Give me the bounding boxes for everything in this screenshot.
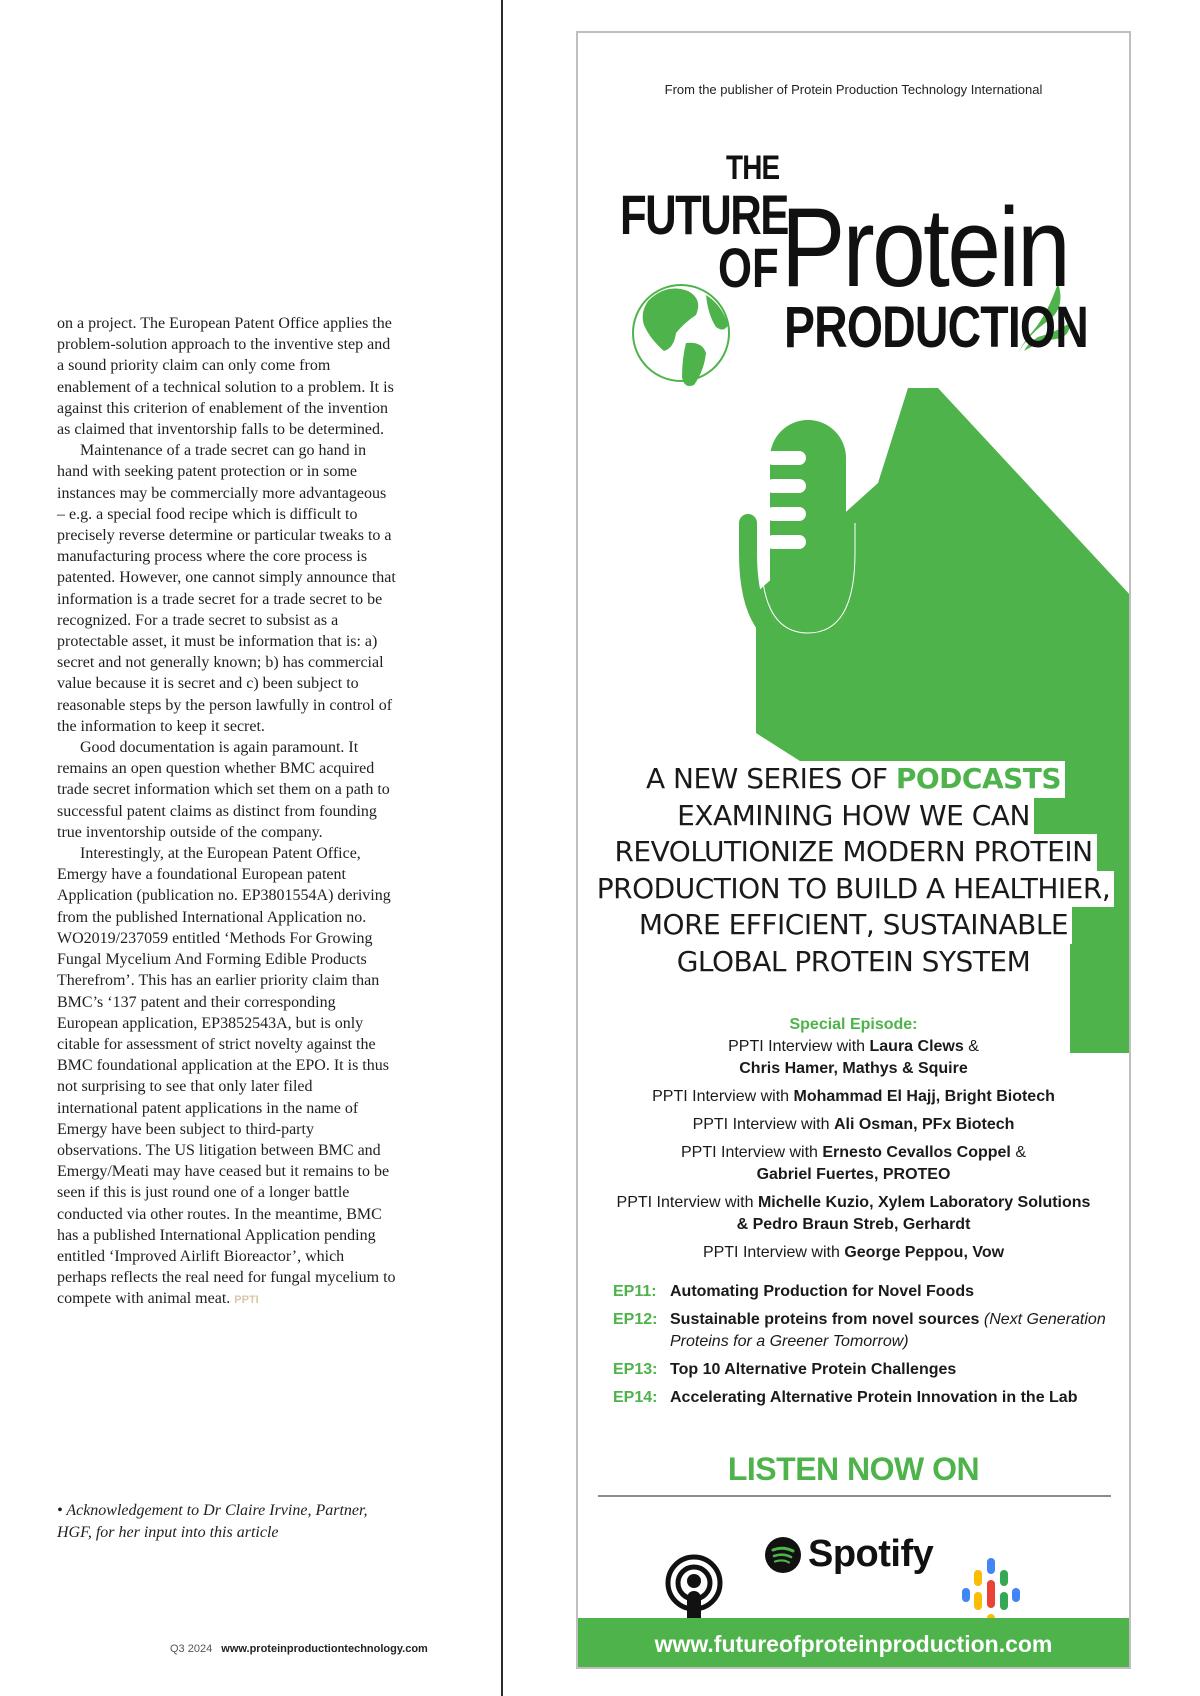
special-episode-label: Special Episode: (789, 1016, 918, 1033)
logo-protein: Protein (781, 185, 1069, 310)
end-tag: PPTI (234, 1294, 259, 1307)
article-paragraph-4-text: Interestingly, at the European Patent Office, Emergy have a foundational European patent Application (publication no. EP3801554A) deriving from the published International Application no. WO2019/237059 entitled ‘Methods For Growing Fungal Mycelium And Forming Edible Products Therefrom’. This has an earlier priority claim than BMC’s ‘137 patent and their corresponding European application, EP3852543A, but is only citable for assessment of strict novelty against the BMC foundational application at the EPO. It is thus not surprising to see that only later filed international patent applications in the name of Emergy have been subject to third-party observations. The US litigation between BMC and Emergy/Meati may have ceased but it remains to be seen if this is just round one of a longer battle conducted via other routes. In the meantime, BMC has a published International Application pending entitled ‘Improved Airlift Bioreactor’, which perhaps reflects the real need for fungal mycelium to compete with animal meat. (57, 845, 396, 1308)
acknowledgement: • Acknowledgement to Dr Claire Irvine, Partner, HGF, for her input into this article (57, 1502, 368, 1541)
interview-item: PPTI Interview with Mohammad El Hajj, Bright Biotech (652, 1088, 1055, 1105)
episode-item[interactable]: EP13: Top 10 Alternative Protein Challenges (613, 1361, 957, 1378)
article-paragraph-4 (57, 843, 397, 1311)
logo-future: FUTURE (620, 183, 788, 246)
headline-line-5: MORE EFFICIENT, SUSTAINABLE (635, 907, 1072, 944)
interview-item: PPTI Interview with George Peppou, Vow (702, 1244, 1005, 1261)
page-footer (170, 1643, 428, 1655)
interview-item: PPTI Interview with Ernesto Cevallos Coppel & Gabriel Fuertes, PROTEO (680, 1144, 1026, 1183)
article-paragraph-3: Good documentation is again paramount. It remains an open question whether BMC acquired trade secret information which set them on a path to successful patent claims as distinct from founding true inventorship outside of the company. (57, 739, 390, 841)
episode-item[interactable]: EP11: Automating Production for Novel Foods (613, 1283, 974, 1300)
page-divider (501, 0, 503, 1696)
spotify-link[interactable] (764, 1533, 933, 1576)
website-link[interactable]: www.futureofproteinproduction.com (654, 1631, 1053, 1657)
footer-url-link[interactable]: www.proteinproductiontechnology.com (221, 1643, 428, 1655)
spotify-label: Spotify (808, 1533, 934, 1575)
ad-headline (578, 761, 1129, 980)
headline-accent: PODCASTS (895, 762, 1062, 795)
logo-production: PRODUCTION (784, 295, 1088, 360)
interview-item: PPTI Interview with Laura Clews & Chris Hamer, Mathys & Squire (728, 1038, 979, 1077)
spotify-icon (764, 1536, 802, 1574)
logo-of: OF (718, 236, 779, 299)
headline-line-4: PRODUCTION TO BUILD A HEALTHIER, (593, 871, 1114, 908)
listen-divider (598, 1495, 1111, 1497)
interview-item: PPTI Interview with Ali Osman, PFx Biotech (692, 1116, 1015, 1133)
episode-list (613, 1281, 1113, 1415)
podcast-advert (576, 31, 1131, 1669)
episode-item[interactable]: EP12: Sustainable proteins from novel sources (Next Generation Proteins for a Greener Tomorrow) (613, 1311, 1106, 1350)
publisher-line: From the publisher of Protein Production Technology International (664, 82, 1043, 97)
interview-list (578, 1014, 1129, 1270)
globe-icon (633, 285, 729, 386)
headline-line-2: EXAMINING HOW WE CAN (673, 798, 1034, 835)
article-paragraph-2: Maintenance of a trade secret can go hand in hand with seeking patent protection or in some instances may be commercially more advantageous – e.g. a special food recipe which is difficult to precisely reverse determine or particular tweaks to a manufacturing process where the core process is patented. However, one cannot simply announce that information is a trade secret for a trade secret to be recognized. For a trade secret to subsist as a protectable asset, it must be information that is: a) secret and not generally known; b) has commercial value because it is secret and c) been subject to reasonable steps by the person lawfully in control of the information to keep it secret. (57, 442, 396, 735)
article-paragraph-1: on a project. The European Patent Office applies the problem-solution approach to the inventive step and a sound priority claim can only come from enablement of a technical solution to a problem. It is against this criterion of enablement of the invention as claimed that inventorship falls to be determined. (57, 315, 394, 439)
episode-item[interactable]: EP14: Accelerating Alternative Protein Innovation in the Lab (613, 1389, 1078, 1406)
listen-now-heading: LISTEN NOW ON (727, 1451, 980, 1487)
issue-label: Q3 2024 (170, 1643, 213, 1655)
headline-line-6: GLOBAL PROTEIN SYSTEM (673, 944, 1035, 981)
headline-lead: A NEW SERIES OF (645, 762, 888, 795)
interview-item: PPTI Interview with Michelle Kuzio, Xylem Laboratory Solutions & Pedro Braun Streb, Gerhardt (616, 1194, 1091, 1233)
article-body (57, 313, 397, 1312)
logo-the: THE (726, 149, 780, 187)
headline-line-3: REVOLUTIONIZE MODERN PROTEIN (610, 834, 1096, 871)
